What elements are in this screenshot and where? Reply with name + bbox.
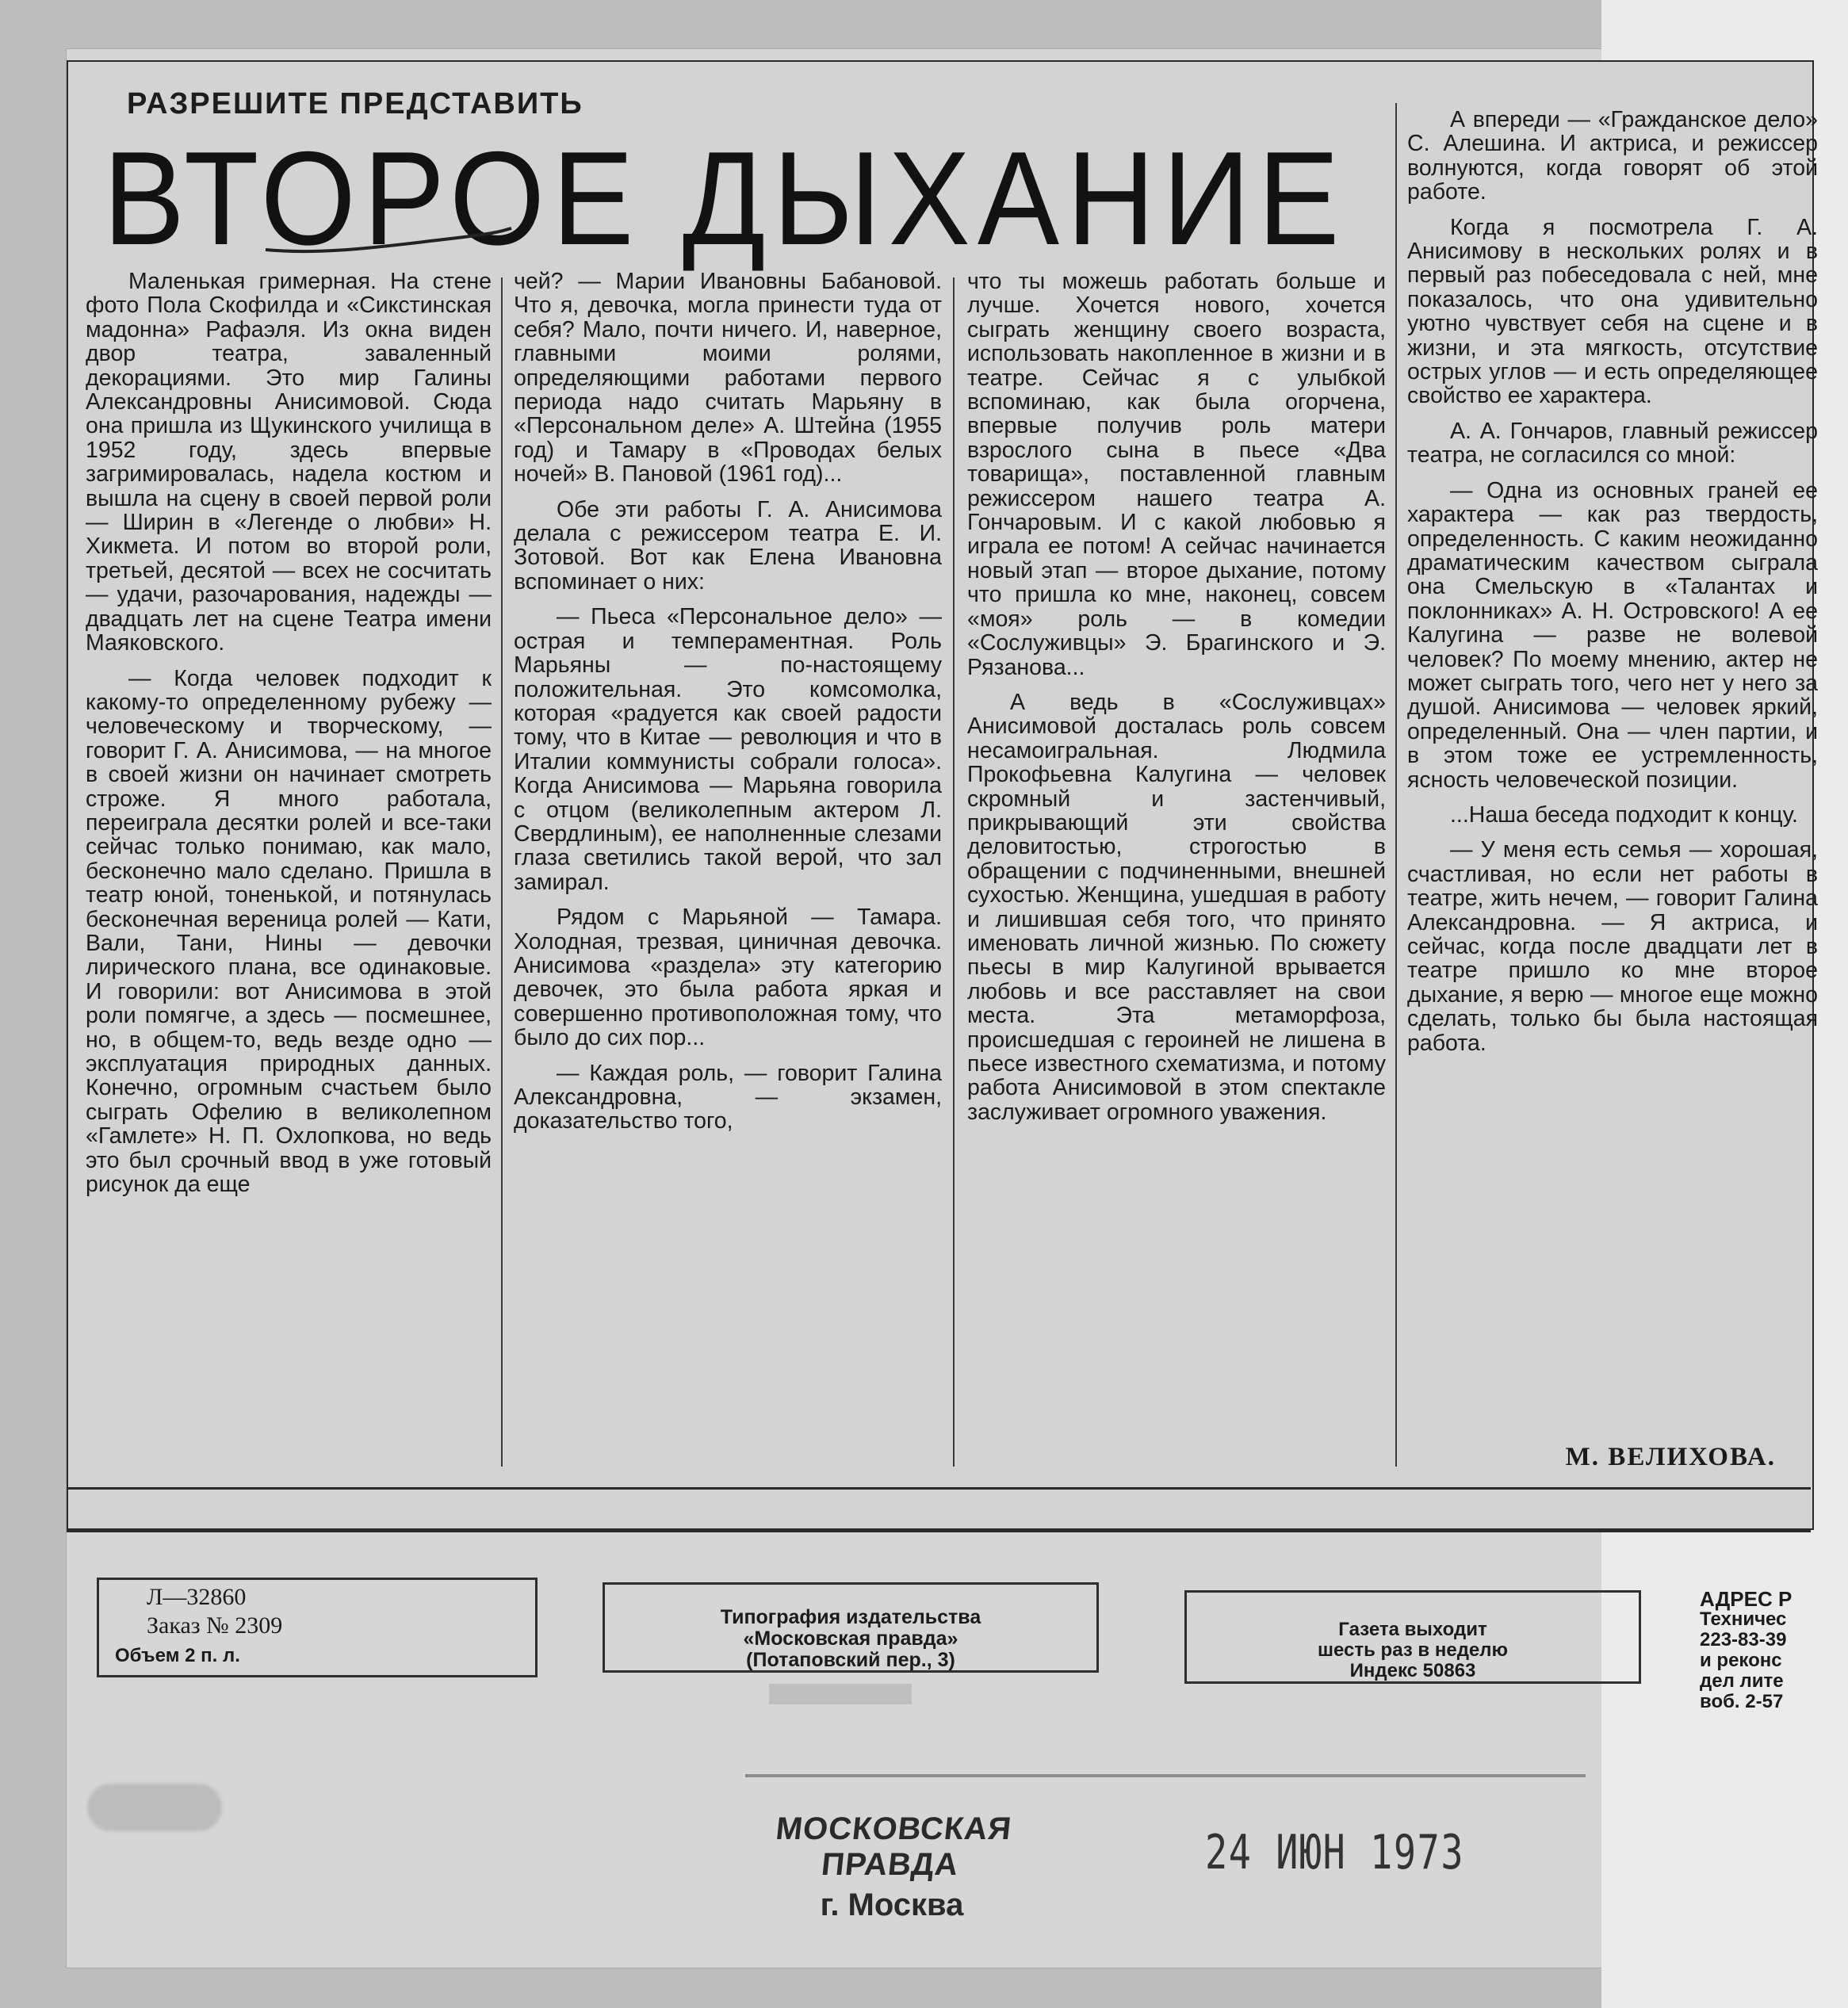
imprint-printer-3: (Потаповский пер., 3) bbox=[746, 1649, 955, 1671]
column-1-paragraph-2: — Когда человек подходит к какому-то определенному рубежу — человеческому и творческому, — говорит Г. А. Анисимова, — на многое в своей жизни он начинает смотреть строже. Я много работала, переиграла десятки ролей и все-таки сейчас только понимаю, как мало, бесконечно мало сделано. Пришла в театр юной, тоненькой, и потянулась бесконечная вереница ролей — Кати, Вали, Тани, Нины — девочки лирического плана, все одинаковые. И говорили: вот Анисимова в этой роли помягче, а здесь — посмешнее, но, в общем-то, ведь везде одно — эксплуатация природных данных. Конечно, огромным счастьем было сыграть Офелию в великолепном «Гамлете» Н. П. Охлопкова, но ведь это был срочный ввод в уже готовый рисунок да еще bbox=[86, 665, 492, 1198]
imprint-printer-1: Типография издательства bbox=[720, 1606, 981, 1628]
imprint-license: Л—32860 bbox=[147, 1584, 247, 1610]
article-column-4 bbox=[1407, 108, 1818, 1066]
address-line: дел лите bbox=[1700, 1670, 1784, 1692]
article-column-1 bbox=[86, 270, 492, 1207]
article-column-3 bbox=[967, 270, 1386, 1135]
column-2-paragraph-5: — Каждая роль, — говорит Галина Александровна, — экзамен, доказательство того, bbox=[514, 1060, 942, 1134]
article-headline: ВТОРОЕ ДЫХАНИЕ bbox=[103, 124, 1347, 273]
address-line: воб. 2-57 bbox=[1700, 1691, 1784, 1712]
column-divider bbox=[501, 277, 503, 1467]
column-4-paragraph-1: А впереди — «Гражданское дело» С. Алешина. И актриса, и режиссер волнуются, когда говорят об этой работе. bbox=[1407, 107, 1818, 205]
archive-stamp bbox=[717, 1811, 1066, 1923]
stamp-line-2: г. Москва bbox=[820, 1888, 964, 1922]
article-column-2 bbox=[514, 270, 942, 1145]
bottom-rule bbox=[67, 1487, 1811, 1490]
imprint-center-box bbox=[603, 1582, 1099, 1673]
address-line: АДРЕС Р bbox=[1700, 1589, 1793, 1611]
fold-line bbox=[745, 1774, 1586, 1777]
imprint-left-box bbox=[97, 1578, 538, 1677]
column-3-paragraph-2: А ведь в «Сослуживцах» Анисимовой досталась роль совсем несамоигральная. Людмила Прокофьевна Калугина — человек скромный и застенчивый, прикрывающий эти свойства деловитостью, строгостью в обращении с подчиненными, внешней сухостью. Женщина, ушедшая в работу и лишившая себя того, что принято именовать личной жизнью. По сюжету пьесы в мир Калугиной врывается любовь и все расставляет на свои места. Эта метаморфоза, происшедшая с героиней не лишена в пьесе известного схематизма, и потому работа Анисимовой в этом спектакле заслуживает огромного уважения. bbox=[967, 689, 1386, 1125]
column-1-paragraph-1: Маленькая гримерная. На стене фото Пола Скофилда и «Сикстинская мадонна» Рафаэля. Из окна виден двор театра, заваленный декорациями. Это мир Галины Александровны Анисимовой. Сюда она пришла из Щукинского училища в 1952 году, здесь впервые загримировалась, надела костюм и вышла на сцену в своей первой роли — Ширин в «Легенде о любви» Н. Хикмета. И потом во второй роли, третьей, десятой — всех не сосчитать — удачи, разочарования, надежды — двадцать лет на сцене Театра имени Маяковского. bbox=[86, 269, 492, 656]
faded-print-mark bbox=[769, 1684, 912, 1704]
column-4-paragraph-5: ...Наша беседа подходит к концу. bbox=[1450, 801, 1798, 828]
column-4-paragraph-2: Когда я посмотрела Г. А. Анисимову в нескольких ролях и в первый раз побеседовала с ней, мне показалось, что она удивительно уютно чувствует себя на сцене и в жизни, и эта мягкость, отсутствие острых углов — и есть определяющее свойство ее характера. bbox=[1407, 214, 1818, 409]
column-2-paragraph-2: Обе эти работы Г. А. Анисимова делала с режиссером театра Е. И. Зотовой. Вот как Елена Ивановна вспоминает о них: bbox=[514, 496, 942, 595]
address-line: Техничес bbox=[1700, 1608, 1787, 1630]
stamp-line-1: МОСКОВСКАЯ ПРАВДА bbox=[774, 1811, 1014, 1882]
address-line: 223-83-39 bbox=[1700, 1629, 1787, 1650]
date-stamp: 24 ИЮН 1973 bbox=[1205, 1825, 1465, 1880]
imprint-right-box bbox=[1184, 1590, 1641, 1684]
column-4-paragraph-4: — Одна из основных граней ее характера — как раз твердость, определенность. С каким неожиданно драматическим качеством сыграла она Смельскую в «Талантах и поклонниках» А. Н. Островского! А ее Калугина — разве не волевой человек? По моему мнению, актер не может сыграть того, чего нет у него за душой. Анисимова — человек яркий, определенный. Она — член партии, и в этом тоже ее устремленность, ясность человеческой позиции. bbox=[1407, 477, 1818, 793]
column-divider bbox=[953, 277, 955, 1467]
column-2-paragraph-4: Рядом с Марьяной — Тамара. Холодная, трезвая, циничная девочка. Анисимова «раздела» эту категорию девочек, это была работа яркая и совершенно противоположная тому, что было до сих пор... bbox=[514, 905, 942, 1051]
article-byline: М. ВЕЛИХОВА. bbox=[1565, 1443, 1776, 1471]
address-line: и реконс bbox=[1700, 1650, 1782, 1671]
column-2-paragraph-1: чей? — Марии Ивановны Бабановой. Что я, девочка, могла принести туда от себя? Мало, почти ничего. И, наверное, главными моими ролями, определяющими работами первого периода надо считать Марьяну в «Персональном деле» А. Штейна (1955 год) и Тамару в «Проводах белых ночей» В. Пановой (1961 год)... bbox=[514, 269, 942, 488]
column-2-paragraph-3: — Пьеса «Персональное дело» — острая и темпераментная. Роль Марьяны — по-настоящему положительная. Это комсомолка, которая «радуется как своей радости тому, что в Китае — революция и что в Италии коммунисты собрали голоса». Когда Анисимова — Марьяна говорила с отцом (великолепным актером Л. Свердлиным), ее наполненные слезами глаза светились такой верой, что зал замирал. bbox=[514, 604, 942, 895]
column-4-paragraph-6: — У меня есть семья — хорошая, счастливая, но если нет работы в театре, жить нечем, — говорит Галина Александровна. — Я актриса, и сейчас, когда после двадцати лет в театре пришло ко мне второе дыхание, я верю — многое еще можно сделать, только бы была настоящая работа. bbox=[1407, 837, 1818, 1056]
imprint-rule bbox=[67, 1530, 1811, 1532]
imprint-printer-2: «Московская правда» bbox=[743, 1627, 958, 1650]
imprint-index: Индекс 50863 bbox=[1349, 1660, 1476, 1681]
imprint-volume: Объем 2 п. л. bbox=[115, 1645, 240, 1666]
pen-underline-mark bbox=[262, 214, 515, 262]
faded-print-mark bbox=[87, 1784, 222, 1831]
article-kicker: РАЗРЕШИТЕ ПРЕДСТАВИТЬ bbox=[127, 87, 583, 120]
column-3-paragraph-1: что ты можешь работать больше и лучше. Хочется нового, хочется сыграть женщину своего возраста, использовать накопленное в жизни и в театре. Сейчас я с улыбкой вспоминаю, как была огорчена, впервые получив роль матери взрослого сына в пьесе «Два товарища», поставленной главным режиссером нашего театра А. Гончаровым. И с какой любовью я играла ее потом! А сейчас начинается новый этап — второе дыхание, потому что пришла ко мне, наконец, совсем «моя» роль — в комедии «Сослуживцы» Э. Брагинского и Э. Рязанова... bbox=[967, 269, 1386, 680]
column-divider bbox=[1395, 103, 1397, 1467]
column-4-paragraph-3: А. А. Гончаров, главный режиссер театра, не согласился со мной: bbox=[1407, 418, 1818, 469]
imprint-frequency-2: шесть раз в неделю bbox=[1317, 1639, 1509, 1661]
imprint-address bbox=[1700, 1589, 1795, 1712]
imprint-frequency-1: Газета выходит bbox=[1338, 1619, 1487, 1640]
imprint-order: Заказ № 2309 bbox=[147, 1612, 283, 1639]
